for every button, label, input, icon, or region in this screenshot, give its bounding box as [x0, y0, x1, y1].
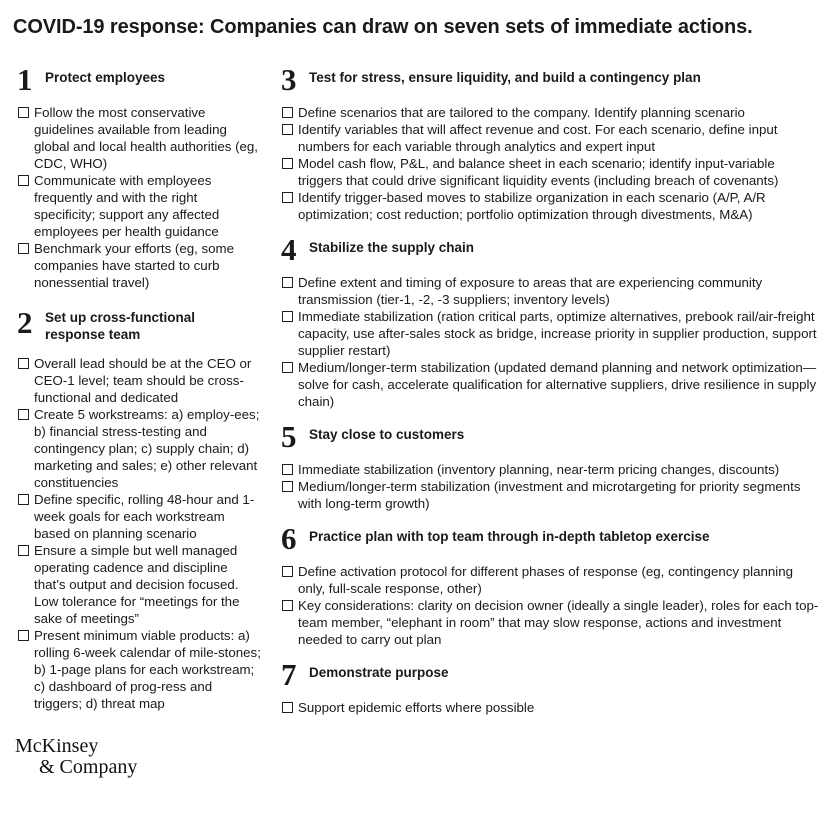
section-title: Set up cross-functional response team — [45, 310, 196, 342]
section-3 — [281, 62, 821, 223]
checkbox-icon[interactable] — [282, 464, 293, 475]
checklist-item — [17, 406, 262, 491]
checkbox-icon[interactable] — [282, 192, 293, 203]
logo-line-1: McKinsey — [15, 735, 99, 757]
checkbox-icon[interactable] — [282, 124, 293, 135]
section-1 — [17, 62, 262, 291]
item-text: Ensure a simple but well managed operating cadence and discipline that’s output and decision focused. Low tolerance for “meetings for the sake of meetings” — [34, 543, 240, 626]
item-text: Medium/longer-term stabilization (investment and microtargeting for priority segments with long-term growth) — [298, 479, 801, 511]
logo-line-2: & Company — [39, 756, 138, 778]
section-number: 4 — [281, 232, 297, 267]
checklist-item — [281, 104, 821, 121]
checklist-item — [281, 478, 821, 512]
item-text: Define scenarios that are tailored to the company. Identify planning scenario — [298, 105, 745, 120]
item-text: Key considerations: clarity on decision owner (ideally a single leader), roles for each top-team member, “elephant in room” that may slow response, actions and investment needed to carry out plan — [298, 598, 819, 647]
section-6 — [281, 521, 821, 648]
item-text: Medium/longer-term stabilization (updated demand planning and network optimization—solve for cash, accelerate qualification for alternative suppliers, drive resilience in supply chain) — [298, 360, 817, 409]
checklist-item — [281, 563, 821, 597]
checklist-item — [17, 491, 262, 542]
checklist-item — [281, 189, 821, 223]
checklist-item — [281, 274, 821, 308]
item-text: Define extent and timing of exposure to areas that are experiencing community transmission (tier-1, -2, -3 suppliers; inventory levels) — [298, 275, 763, 307]
section-2 — [17, 306, 262, 712]
checkbox-icon[interactable] — [18, 494, 29, 505]
checkbox-icon[interactable] — [18, 175, 29, 186]
checklist-item — [17, 172, 262, 240]
section-header — [281, 62, 821, 97]
section-5 — [281, 419, 821, 512]
checkbox-icon[interactable] — [282, 107, 293, 118]
item-text: Immediate stabilization (ration critical parts, optimize alternatives, prebook rail/air-freight capacity, use after-sales stock as bridge, increase priority in supplier production, support supplier restart) — [298, 309, 817, 358]
checklist-item — [17, 627, 262, 712]
checkbox-icon[interactable] — [282, 702, 293, 713]
item-text: Benchmark your efforts (eg, some companies have started to curb nonessential travel) — [34, 241, 235, 290]
item-text: Model cash flow, P&L, and balance sheet in each scenario; identify input-variable triggers that could drive significant liquidity events (including breach of covenants) — [298, 156, 779, 188]
checklist-item — [17, 355, 262, 406]
checkbox-icon[interactable] — [282, 158, 293, 169]
checklist-item — [281, 155, 821, 189]
checklist-item — [17, 542, 262, 627]
section-header — [17, 306, 262, 343]
item-text: Identify trigger-based moves to stabilize organization in each scenario (A/P, A/R optimization; cost reduction; portfolio optimization through divestments, M&A) — [298, 190, 766, 222]
checkbox-icon[interactable] — [18, 358, 29, 369]
checkbox-icon[interactable] — [18, 630, 29, 641]
checklist-item — [17, 240, 262, 291]
item-text: Communicate with employees frequently and with the right specificity; support any affected employees per health guidance — [34, 173, 220, 239]
checklist-item — [281, 359, 821, 410]
section-number: 2 — [17, 305, 33, 340]
page-title: COVID-19 response: Companies can draw on seven sets of immediate actions. — [13, 16, 753, 38]
section-7 — [281, 657, 821, 716]
section-header — [281, 232, 821, 267]
checkbox-icon[interactable] — [282, 277, 293, 288]
item-text: Follow the most conservative guidelines available from leading global and local health authorities (eg, CDC, WHO) — [34, 105, 258, 171]
checkbox-icon[interactable] — [18, 243, 29, 254]
item-text: Create 5 workstreams: a) employ-ees; b) financial stress-testing and contingency plan; c) supply chain; d) marketing and sales; e) other relevant constituencies — [34, 407, 260, 490]
section-number: 1 — [17, 62, 33, 97]
checklist-item — [17, 104, 262, 172]
section-header — [17, 62, 262, 97]
item-text: Present minimum viable products: a) rolling 6-week calendar of mile-stones; b) 1-page plans for each workstream; c) dashboard of prog-ress and triggers; d) threat map — [34, 628, 261, 711]
section-title: Practice plan with top team through in-depth tabletop exercise — [309, 529, 710, 544]
item-text: Define specific, rolling 48-hour and 1-week goals for each workstream based on planning scenario — [34, 492, 255, 541]
item-text: Overall lead should be at the CEO or CEO-1 level; team should be cross-functional and dedicated — [34, 356, 252, 405]
checkbox-icon[interactable] — [282, 566, 293, 577]
section-title: Stay close to customers — [309, 427, 465, 442]
item-text: Identify variables that will affect revenue and cost. For each scenario, define input numbers for each variable through analytics and expert input — [298, 122, 778, 154]
checklist-item — [281, 597, 821, 648]
checkbox-icon[interactable] — [18, 545, 29, 556]
section-title: Protect employees — [45, 70, 166, 85]
section-title: Test for stress, ensure liquidity, and build a contingency plan — [309, 70, 701, 85]
section-title: Stabilize the supply chain — [309, 240, 475, 255]
checkbox-icon[interactable] — [282, 600, 293, 611]
checklist-item — [281, 121, 821, 155]
section-number: 6 — [281, 521, 297, 556]
section-number: 7 — [281, 657, 297, 692]
section-title: Demonstrate purpose — [309, 665, 449, 680]
checkbox-icon[interactable] — [18, 409, 29, 420]
checkbox-icon[interactable] — [18, 107, 29, 118]
section-number: 5 — [281, 419, 297, 454]
item-text: Define activation protocol for different phases of response (eg, contingency planning only, full-scale response, other) — [298, 564, 794, 596]
section-header — [281, 419, 821, 454]
checkbox-icon[interactable] — [282, 362, 293, 373]
checkbox-icon[interactable] — [282, 481, 293, 492]
section-header — [281, 657, 821, 692]
checklist-item — [281, 699, 821, 716]
checklist-item — [281, 461, 821, 478]
section-number: 3 — [281, 62, 297, 97]
item-text: Support epidemic efforts where possible — [298, 700, 535, 715]
mckinsey-logo — [15, 736, 137, 778]
checkbox-icon[interactable] — [282, 311, 293, 322]
item-text: Immediate stabilization (inventory planning, near-term pricing changes, discounts) — [298, 462, 780, 477]
section-4 — [281, 232, 821, 410]
section-header — [281, 521, 821, 556]
checklist-item — [281, 308, 821, 359]
